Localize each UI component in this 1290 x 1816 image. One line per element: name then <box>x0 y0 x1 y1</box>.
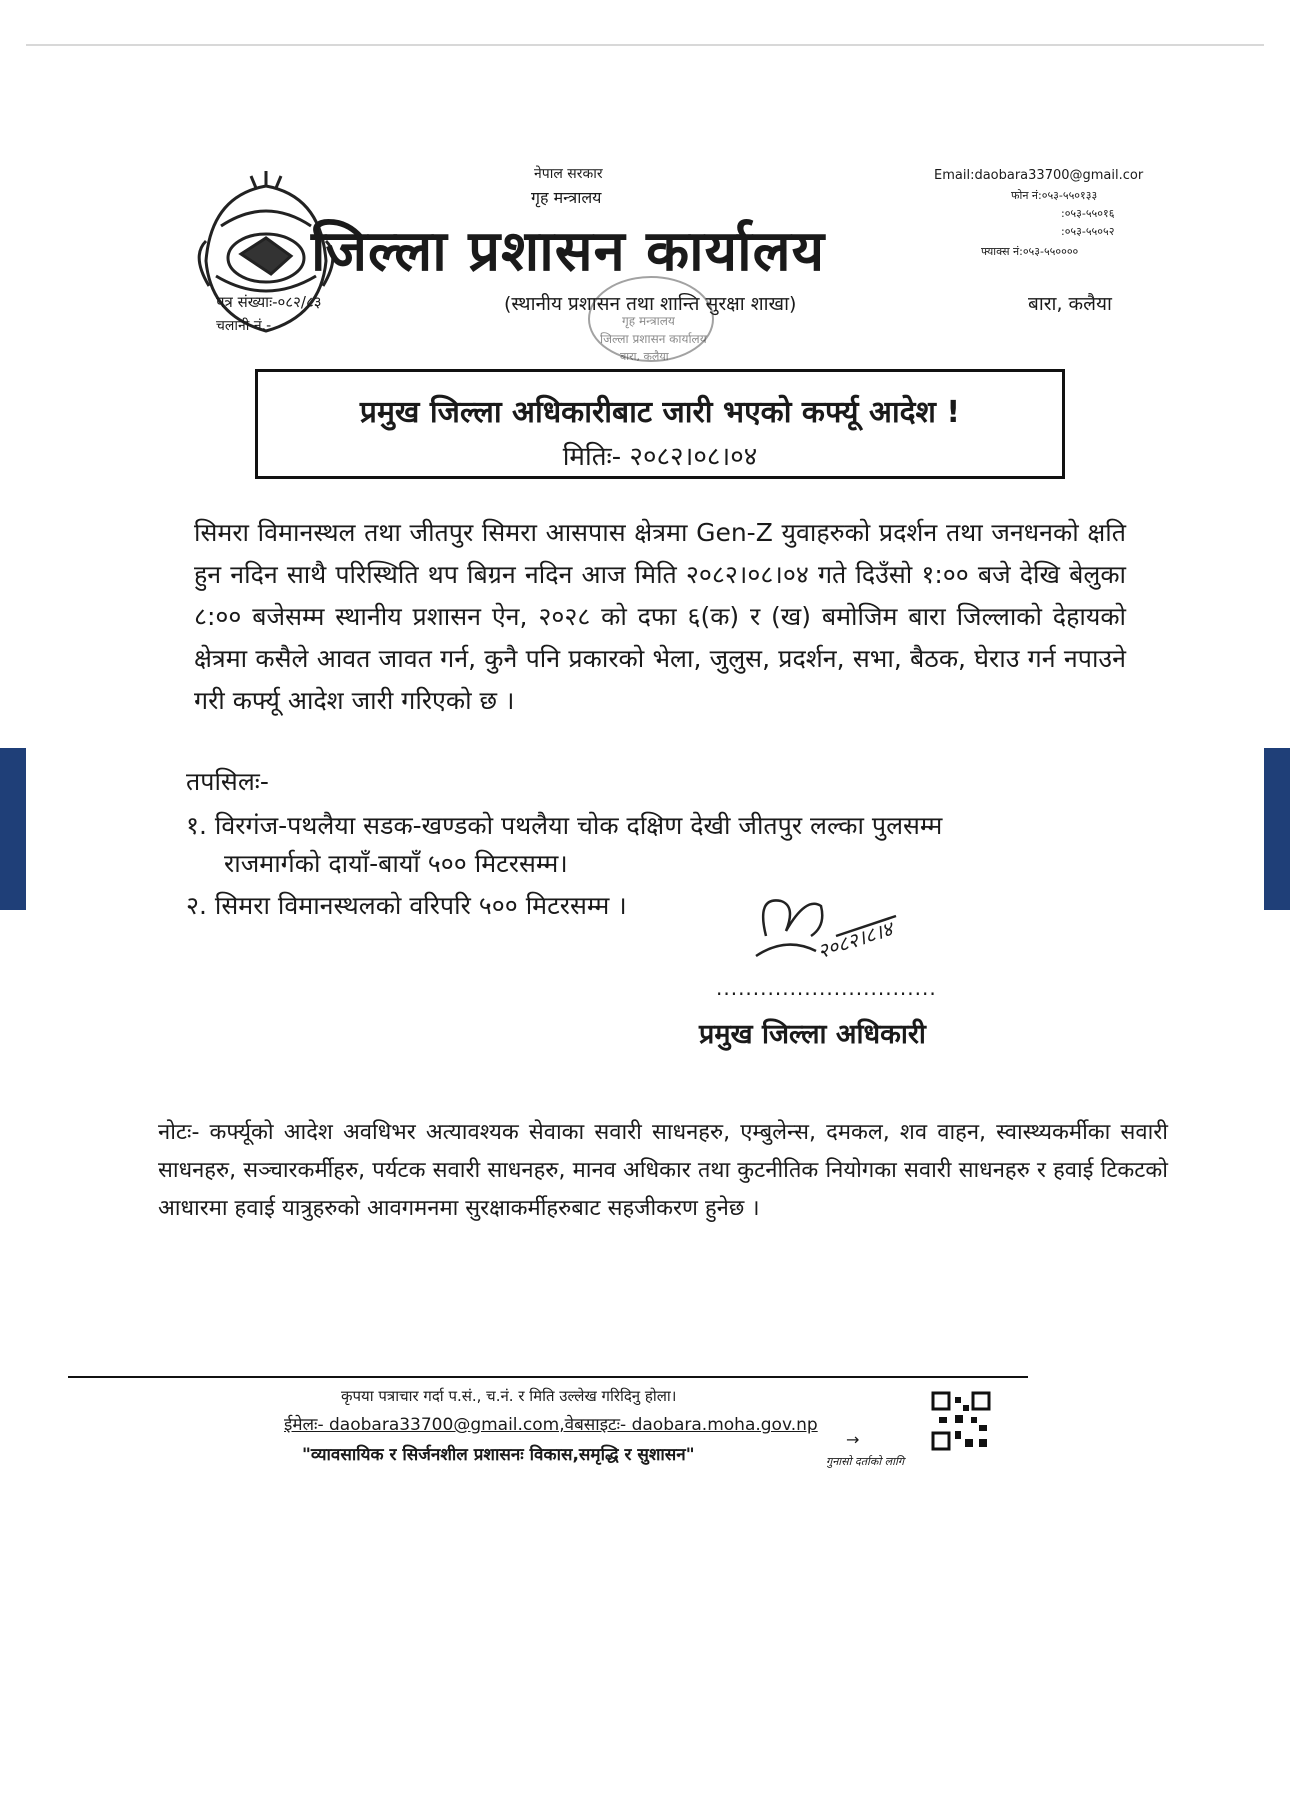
details-label: तपसिलः- <box>186 767 269 796</box>
footer-rule <box>68 1376 1028 1378</box>
header-phone-2: :०५३-५५०१६ <box>1061 207 1115 220</box>
header-fax: फ्याक्स नं:०५३-५५०००० <box>981 245 1079 258</box>
detail-item-1-cont: राजमार्गको दायाँ-बायाँ ५०० मिटरसम्म। <box>224 849 568 878</box>
dispatch-number: चलानी नं.- <box>216 318 272 334</box>
stamp-line-3: बारा, कलैया <box>620 350 669 363</box>
stamp-line-2: जिल्ला प्रशासन कार्यालय <box>600 332 707 346</box>
order-date: मितिः- २०८२।०८।०४ <box>562 442 758 472</box>
header-email: Email:daobara33700@gmail.cor <box>934 168 1144 183</box>
stamp-line-1: गृह मन्त्रालय <box>622 314 675 328</box>
detail-item-2: २. सिमरा विमानस्थलको वरिपरि ५०० मिटरसम्म । <box>186 891 627 920</box>
detail-item-1: १. विरगंज-पथलैया सडक-खण्डको पथलैया चोक दक्षिण देखी जीतपुर लल्का पुलसम्म <box>186 811 943 840</box>
note-paragraph: नोटः- कर्फ्यूको आदेश अवधिभर अत्यावश्यक सेवाका सवारी साधनहरु, एम्बुलेन्स, दमकल, शव वाहन, स्वास्थ्यकर्मीका सवारी साधनहरु, सञ्चारकर्मीहरु, पर्यटक सवारी साधनहरु, मानव अधिकार तथा कुटनीतिक नियोगका सवारी साधनहरु र हवाई टिकटको आधारमा हवाई यात्रुहरुको आवगमनमा सुरक्षाकर्मीहरुबाट सहजीकरण हुनेछ । <box>158 1120 1168 1221</box>
signatory-designation: प्रमुख जिल्ला अधिकारी <box>699 1019 926 1050</box>
signature-dots: .............................. <box>716 976 937 1000</box>
order-heading-box <box>255 369 1065 479</box>
order-paragraph: सिमरा विमानस्थल तथा जीतपुर सिमरा आसपास क्षेत्रमा Gen-Z युवाहरुको प्रदर्शन तथा जनधनको क्षति हुन नदिन साथै परिस्थिति थप बिग्रन नदिन आज मिति २०८२।०८।०४ गते दिउँसो १:०० बजे देखि बेलुका ८:०० बजेसम्म स्थानीय प्रशासन ऐन, २०२८ को दफा ६(क) र (ख) बमोजिम बारा जिल्लाको देहायको क्षेत्रमा कसैले आवत जावत गर्न, कुनै पनि प्रकारको भेला, जुलुस, प्रदर्शन, सभा, बैठक, घेराउ गर्न नपाउने गरी कर्फ्यू आदेश जारी गरिएको छ । <box>194 518 1126 715</box>
signature-date: २०८२।८।४ <box>814 916 896 964</box>
footer-request: कृपया पत्राचार गर्दा प.सं., च.नं. र मिति उल्लेख गरिदिनु होला। <box>341 1387 677 1405</box>
side-edge-left <box>0 748 26 910</box>
qr-code-icon <box>931 1391 991 1451</box>
document-page <box>26 44 1264 1816</box>
side-edge-right <box>1264 748 1290 910</box>
office-title: जिल्ला प्रशासन कार्यालय <box>311 219 826 284</box>
footer-contact: ईमेलः- daobara33700@gmail.com,वेबसाइटः- daobara.moha.gov.np <box>284 1415 818 1435</box>
arrow-right-icon: → <box>846 1430 860 1449</box>
header-phone-1: फोन नं:०५३-५५०१३३ <box>1011 189 1098 202</box>
order-title: प्रमुख जिल्ला अधिकारीबाट जारी भएको कर्फ्यू आदेश ! <box>359 395 961 430</box>
qr-caption: गुनासो दर्ताको लागि <box>826 1455 905 1468</box>
ministry-label: गृह मन्त्रालय <box>531 188 602 207</box>
govt-label: नेपाल सरकार <box>534 166 603 182</box>
header-phone-3: :०५३-५५०५२ <box>1061 225 1115 238</box>
letter-number: पत्र संख्याः-०८२/८३ <box>216 293 322 311</box>
branch-label: (स्थानीय प्रशासन तथा शान्ति सुरक्षा शाखा) <box>504 293 797 315</box>
footer-slogan: "व्यावसायिक र सिर्जनशील प्रशासनः विकास,समृद्धि र सुशासन" <box>302 1445 695 1465</box>
location-label: बारा, कलैया <box>1028 293 1112 315</box>
